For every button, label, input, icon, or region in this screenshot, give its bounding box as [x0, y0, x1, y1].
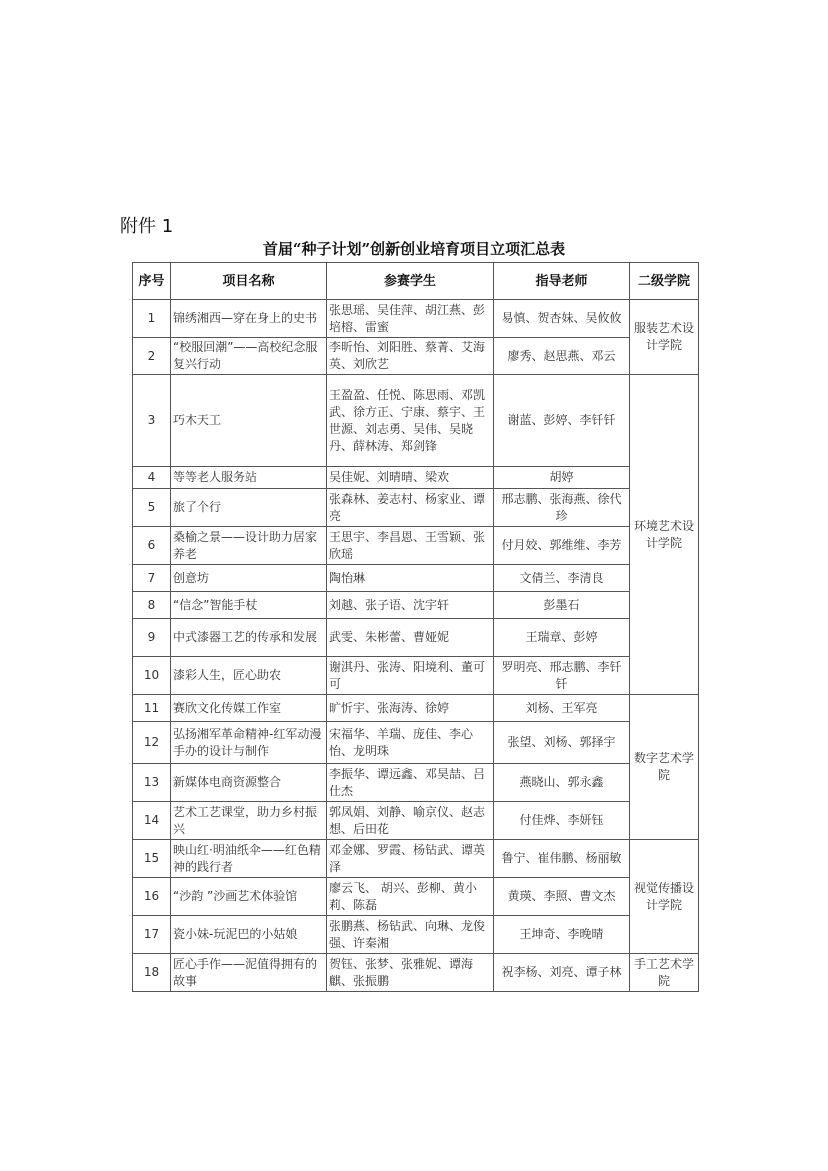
table-row [133, 657, 699, 695]
table-header-row [133, 263, 699, 300]
table-row [133, 592, 699, 619]
row-students: 张鹏燕、杨钻武、向琳、龙俊强、许秦湘 [327, 916, 494, 954]
row-students: 谢淇丹、张涛、阳境利、董可可 [327, 657, 494, 695]
row-teachers: 胡婷 [494, 467, 630, 489]
row-teachers: 王坤奇、李晚晴 [494, 916, 630, 954]
row-teachers: 张望、刘杨、郭择宇 [494, 722, 630, 764]
row-students: 张森林、姜志村、杨家业、谭亮 [327, 489, 494, 527]
college-cell: 服装艺术设计学院 [630, 300, 699, 375]
row-teachers: 王瑞章、彭婷 [494, 619, 630, 657]
college-cell: 手工艺术学院 [630, 954, 699, 992]
row-serial: 2 [133, 338, 171, 375]
table-row [133, 802, 699, 840]
row-serial: 15 [133, 840, 171, 878]
row-project-name: 等等老人服务站 [171, 467, 327, 489]
row-project-name: 赛欣文化传媒工作室 [171, 695, 327, 722]
row-serial: 7 [133, 565, 171, 592]
row-students: 邓金娜、罗霞、杨钻武、谭英泽 [327, 840, 494, 878]
row-students: 郭凤娟、刘静、喻京仪、赵志想、后田花 [327, 802, 494, 840]
row-students: 张思瑶、吴佳萍、胡江燕、彭培榕、雷蜜 [327, 300, 494, 338]
header-teachers: 指导老师 [494, 263, 630, 300]
table-row [133, 527, 699, 565]
row-project-name: 瓷小妹-玩泥巴的小姑娘 [171, 916, 327, 954]
table-row [133, 840, 699, 878]
table-row [133, 489, 699, 527]
table-row [133, 375, 699, 467]
college-cell: 数字艺术学院 [630, 695, 699, 840]
row-project-name: 旅了个行 [171, 489, 327, 527]
row-students: 李振华、谭远鑫、邓昊喆、吕仕杰 [327, 764, 494, 802]
row-project-name: 锦绣湘西—穿在身上的史书 [171, 300, 327, 338]
row-project-name: 漆彩人生，匠心助农 [171, 657, 327, 695]
row-serial: 8 [133, 592, 171, 619]
table-row [133, 467, 699, 489]
row-students: 李昕怡、刘阳胜、蔡菁、艾海英、刘欣艺 [327, 338, 494, 375]
row-project-name: 映山红·明油纸伞——红色精神的践行者 [171, 840, 327, 878]
row-students: 旷忻宇、张海涛、徐婷 [327, 695, 494, 722]
row-serial: 17 [133, 916, 171, 954]
row-teachers: 鲁宁、崔伟鹏、杨丽敏 [494, 840, 630, 878]
row-serial: 16 [133, 878, 171, 916]
row-project-name: “信念”智能手杖 [171, 592, 327, 619]
row-serial: 12 [133, 722, 171, 764]
row-teachers: 廖秀、赵思燕、邓云 [494, 338, 630, 375]
row-teachers: 燕晓山、郭永鑫 [494, 764, 630, 802]
row-serial: 9 [133, 619, 171, 657]
row-serial: 3 [133, 375, 171, 467]
row-teachers: 付佳烨、李妍钰 [494, 802, 630, 840]
project-summary-table [132, 262, 699, 992]
row-teachers: 谢蓝、彭婷、李钎钎 [494, 375, 630, 467]
row-students: 贺钰、张梦、张雅妮、谭海麒、张振鹏 [327, 954, 494, 992]
row-project-name: “沙韵 ”沙画艺术体验馆 [171, 878, 327, 916]
row-teachers: 易慎、贺杏妹、吴攸攸 [494, 300, 630, 338]
row-project-name: 新媒体电商资源整合 [171, 764, 327, 802]
table-row [133, 722, 699, 764]
header-students: 参赛学生 [327, 263, 494, 300]
row-students: 宋福华、羊瑞、庞佳、李心怡、龙明珠 [327, 722, 494, 764]
row-teachers: 邢志鹏、张海燕、徐代珍 [494, 489, 630, 527]
row-project-name: 创意坊 [171, 565, 327, 592]
row-students: 王思宇、李昌恩、王雪颖、张欣瑶 [327, 527, 494, 565]
row-project-name: 弘扬湘军革命精神-红军动漫手办的设计与制作 [171, 722, 327, 764]
row-project-name: 巧木天工 [171, 375, 327, 467]
row-project-name: 匠心手作——泥值得拥有的故事 [171, 954, 327, 992]
table-row [133, 878, 699, 916]
row-students: 刘越、张子语、沈宇轩 [327, 592, 494, 619]
row-teachers: 刘杨、王军亮 [494, 695, 630, 722]
college-cell: 视觉传播设计学院 [630, 840, 699, 954]
table-row [133, 954, 699, 992]
table-row [133, 565, 699, 592]
row-project-name: 桑榆之景——设计助力居家养老 [171, 527, 327, 565]
row-serial: 14 [133, 802, 171, 840]
row-serial: 18 [133, 954, 171, 992]
header-college: 二级学院 [630, 263, 699, 300]
header-serial: 序号 [133, 263, 171, 300]
row-students: 吴佳妮、刘晴晴、梁欢 [327, 467, 494, 489]
row-teachers: 文倩兰、李清良 [494, 565, 630, 592]
header-project-name: 项目名称 [171, 263, 327, 300]
row-teachers: 祝李杨、刘亮、谭子林 [494, 954, 630, 992]
row-serial: 4 [133, 467, 171, 489]
row-project-name: “校服回潮”——高校纪念服复兴行动 [171, 338, 327, 375]
table-row [133, 695, 699, 722]
row-students: 廖云飞、 胡兴、彭柳、黄小莉、陈磊 [327, 878, 494, 916]
table-row [133, 764, 699, 802]
college-cell: 环境艺术设计学院 [630, 375, 699, 695]
row-serial: 10 [133, 657, 171, 695]
row-serial: 13 [133, 764, 171, 802]
row-teachers: 黄瑛、李照、曹文杰 [494, 878, 630, 916]
row-serial: 1 [133, 300, 171, 338]
row-project-name: 中式漆器工艺的传承和发展 [171, 619, 327, 657]
row-serial: 6 [133, 527, 171, 565]
row-teachers: 罗明亮、邢志鹏、李钎钎 [494, 657, 630, 695]
row-serial: 5 [133, 489, 171, 527]
row-students: 武雯、朱彬蕾、曹娅妮 [327, 619, 494, 657]
table-row [133, 619, 699, 657]
table-row [133, 300, 699, 338]
table-row [133, 916, 699, 954]
row-teachers: 彭墨石 [494, 592, 630, 619]
row-students: 陶怡琳 [327, 565, 494, 592]
table-row [133, 338, 699, 375]
row-students: 王盈盈、任悦、陈思雨、邓凯武、徐方正、宁康、蔡宇、王世源、刘志勇、吴伟、吴晓丹、薛林涛、郑剑锋 [327, 375, 494, 467]
row-teachers: 付月姣、郭维维、李芳 [494, 527, 630, 565]
attachment-label: 附件 1 [120, 216, 174, 237]
row-serial: 11 [133, 695, 171, 722]
table-title: 首届“种子计划”创新创业培育项目立项汇总表 [262, 240, 566, 258]
row-project-name: 艺术工艺课堂，助力乡村振兴 [171, 802, 327, 840]
